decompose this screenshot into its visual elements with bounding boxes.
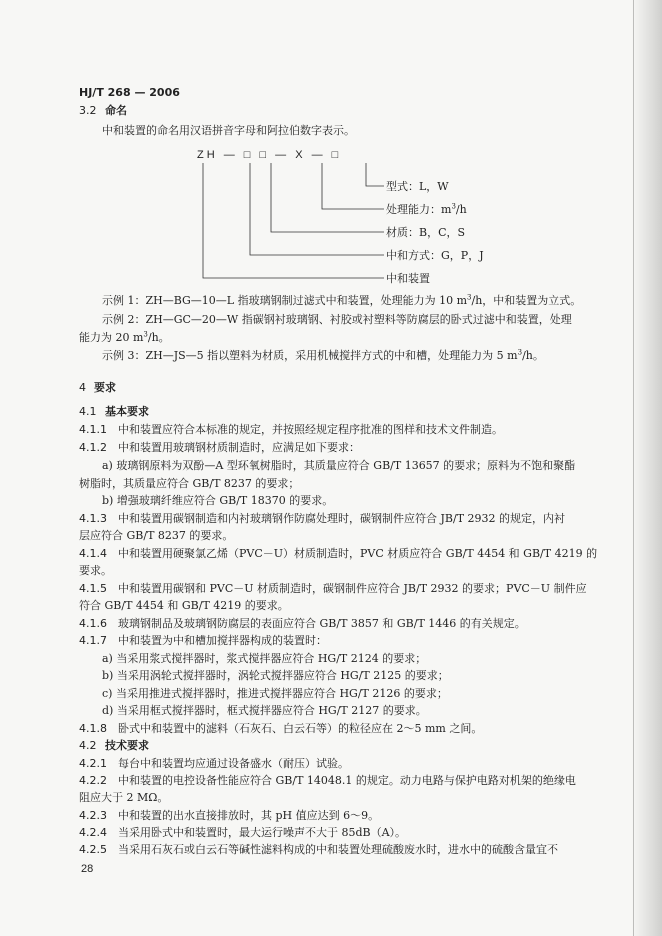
clause-4-1-5-line1: 中和装置用碳钢和 PVC－U 材质制造时，碳钢制件应符合 JB/T 2932 的要求；PVC－U 制件应: [118, 582, 587, 595]
clause-4-1-4-line2: 要求。: [79, 564, 112, 577]
clause-4-1-8-text: 卧式中和装置中的滤料（石灰石、白云石等）的粒径应在 2～5 mm 之间。: [118, 722, 483, 735]
section-4-1-title: 基本要求: [105, 405, 149, 418]
clause-4-2-1-number: 4.2.1: [79, 757, 107, 770]
clause-4-1-7-d: d) 当采用框式搅拌器时，框式搅拌器应符合 HG/T 2127 的要求。: [102, 704, 427, 717]
clause-4-2-4-number: 4.2.4: [79, 826, 107, 839]
clause-4-1-7-text: 中和装置为中和槽加搅拌器构成的装置时：: [118, 634, 327, 647]
clause-4-1-5-number: 4.1.5: [79, 582, 107, 595]
clause-4-1-6-number: 4.1.6: [79, 617, 107, 630]
section-4-2-title: 技术要求: [105, 739, 149, 752]
clause-4-1-3-line1: 中和装置用碳钢制造和内衬玻璃钢作防腐处理时，碳钢制件应符合 JB/T 2932 的规定，内衬: [118, 512, 566, 525]
clause-4-1-3-number: 4.1.3: [79, 512, 107, 525]
clause-4-2-5-number: 4.2.5: [79, 843, 107, 856]
clause-4-1-6-text: 玻璃钢制品及玻璃钢防腐层的表面应符合 GB/T 3857 和 GB/T 1446 的有关规定。: [118, 617, 526, 630]
clause-4-2-4-text: 当采用卧式中和装置时，最大运行噪声不大于 85dB（A）。: [118, 826, 407, 839]
clause-4-2-2-number: 4.2.2: [79, 774, 107, 787]
label-material: 材质：B，C，S: [386, 226, 466, 239]
label-method: 中和方式：G，P，J: [386, 249, 484, 262]
clause-4-1-2-a-line2: 树脂时，其质量应符合 GB/T 8237 的要求；: [79, 477, 300, 490]
clause-4-1-1-text: 中和装置应符合本标准的规定，并按照经规定程序批准的图样和技术文件制造。: [118, 423, 503, 436]
clause-4-1-7-b: b) 当采用涡轮式搅拌器时，涡轮式搅拌器应符合 HG/T 2125 的要求；: [102, 669, 449, 682]
clause-4-1-4-number: 4.1.4: [79, 547, 107, 560]
label-device: 中和装置: [386, 272, 430, 285]
doc-code: HJ/T 268 — 2006: [79, 86, 180, 99]
section-3-2-heading: 命名: [105, 104, 127, 117]
section-4-number: 4: [79, 381, 86, 394]
clause-4-2-5-text: 当采用石灰石或白云石等碱性滤料构成的中和装置处理硫酸废水时，进水中的硫酸含量宜不: [118, 843, 558, 856]
label-capacity: 处理能力：$m^3/h$: [386, 202, 467, 216]
section-3-2-number: 3.2: [79, 104, 97, 117]
clause-4-1-7-number: 4.1.7: [79, 634, 107, 647]
naming-intro: 中和装置的命名用汉语拼音字母和阿拉伯数字表示。: [102, 124, 355, 137]
clause-4-1-8-number: 4.1.8: [79, 722, 107, 735]
clause-4-1-3-line2: 层应符合 GB/T 8237 的要求。: [79, 529, 234, 542]
section-4-2-number: 4.2: [79, 739, 97, 752]
example-3: 示例 3：ZH—JS—5 指以塑料为材质，采用机械搅拌方式的中和槽，处理能力为 5 $m^3/h$。: [102, 348, 544, 362]
clause-4-2-1-text: 每台中和装置均应通过设备盛水（耐压）试验。: [118, 757, 349, 770]
section-4-heading: 要求: [94, 381, 116, 394]
clause-4-1-5-line2: 符合 GB/T 4454 和 GB/T 4219 的要求。: [79, 599, 289, 612]
clause-4-1-7-c: c) 当采用推进式搅拌器时，推进式搅拌器应符合 HG/T 2126 的要求；: [102, 687, 448, 700]
example-2-line2: 能力为 20 $m^3/h$。: [79, 330, 170, 344]
clause-4-2-2-line2: 阻应大于 2 MΩ。: [79, 791, 169, 804]
clause-4-1-2-b: b) 增强玻璃纤维应符合 GB/T 18370 的要求。: [102, 494, 334, 507]
clause-4-1-2-a-line1: a) 玻璃钢原料为双酚—A 型环氧树脂时，其质量应符合 GB/T 13657 的要求；原料为不饱和聚酯: [102, 459, 576, 472]
clause-4-1-2-text: 中和装置用玻璃钢材质制造时，应满足如下要求：: [118, 441, 360, 454]
clause-4-2-2-line1: 中和装置的电控设备性能应符合 GB/T 14048.1 的规定。动力电路与保护电路对机架的绝缘电: [118, 774, 576, 787]
page-number: 28: [81, 863, 94, 875]
clause-4-1-1-number: 4.1.1: [79, 423, 107, 436]
clause-4-2-3-text: 中和装置的出水直接排放时，其 pH 值应达到 6～9。: [118, 809, 380, 822]
section-4-1-number: 4.1: [79, 405, 97, 418]
label-type: 型式：L，W: [386, 180, 449, 193]
clause-4-1-2-number: 4.1.2: [79, 441, 107, 454]
naming-code: ZH — □ □ — X — □: [197, 149, 342, 161]
clause-4-2-3-number: 4.2.3: [79, 809, 107, 822]
example-2-line1: 示例 2：ZH—GC—20—W 指碳钢衬玻璃钢、衬胶或衬塑料等防腐层的卧式过滤中和装置，处理: [102, 313, 572, 326]
clause-4-1-4-line1: 中和装置用硬聚氯乙烯（PVC－U）材质制造时，PVC 材质应符合 GB/T 4454 和 GB/T 4219 的: [118, 547, 598, 560]
clause-4-1-7-a: a) 当采用浆式搅拌器时，浆式搅拌器应符合 HG/T 2124 的要求；: [102, 652, 427, 665]
example-1: 示例 1：ZH—BG—10—L 指玻璃钢制过滤式中和装置，处理能力为 10 $m^3/h$，中和装置为立式。: [102, 293, 582, 307]
